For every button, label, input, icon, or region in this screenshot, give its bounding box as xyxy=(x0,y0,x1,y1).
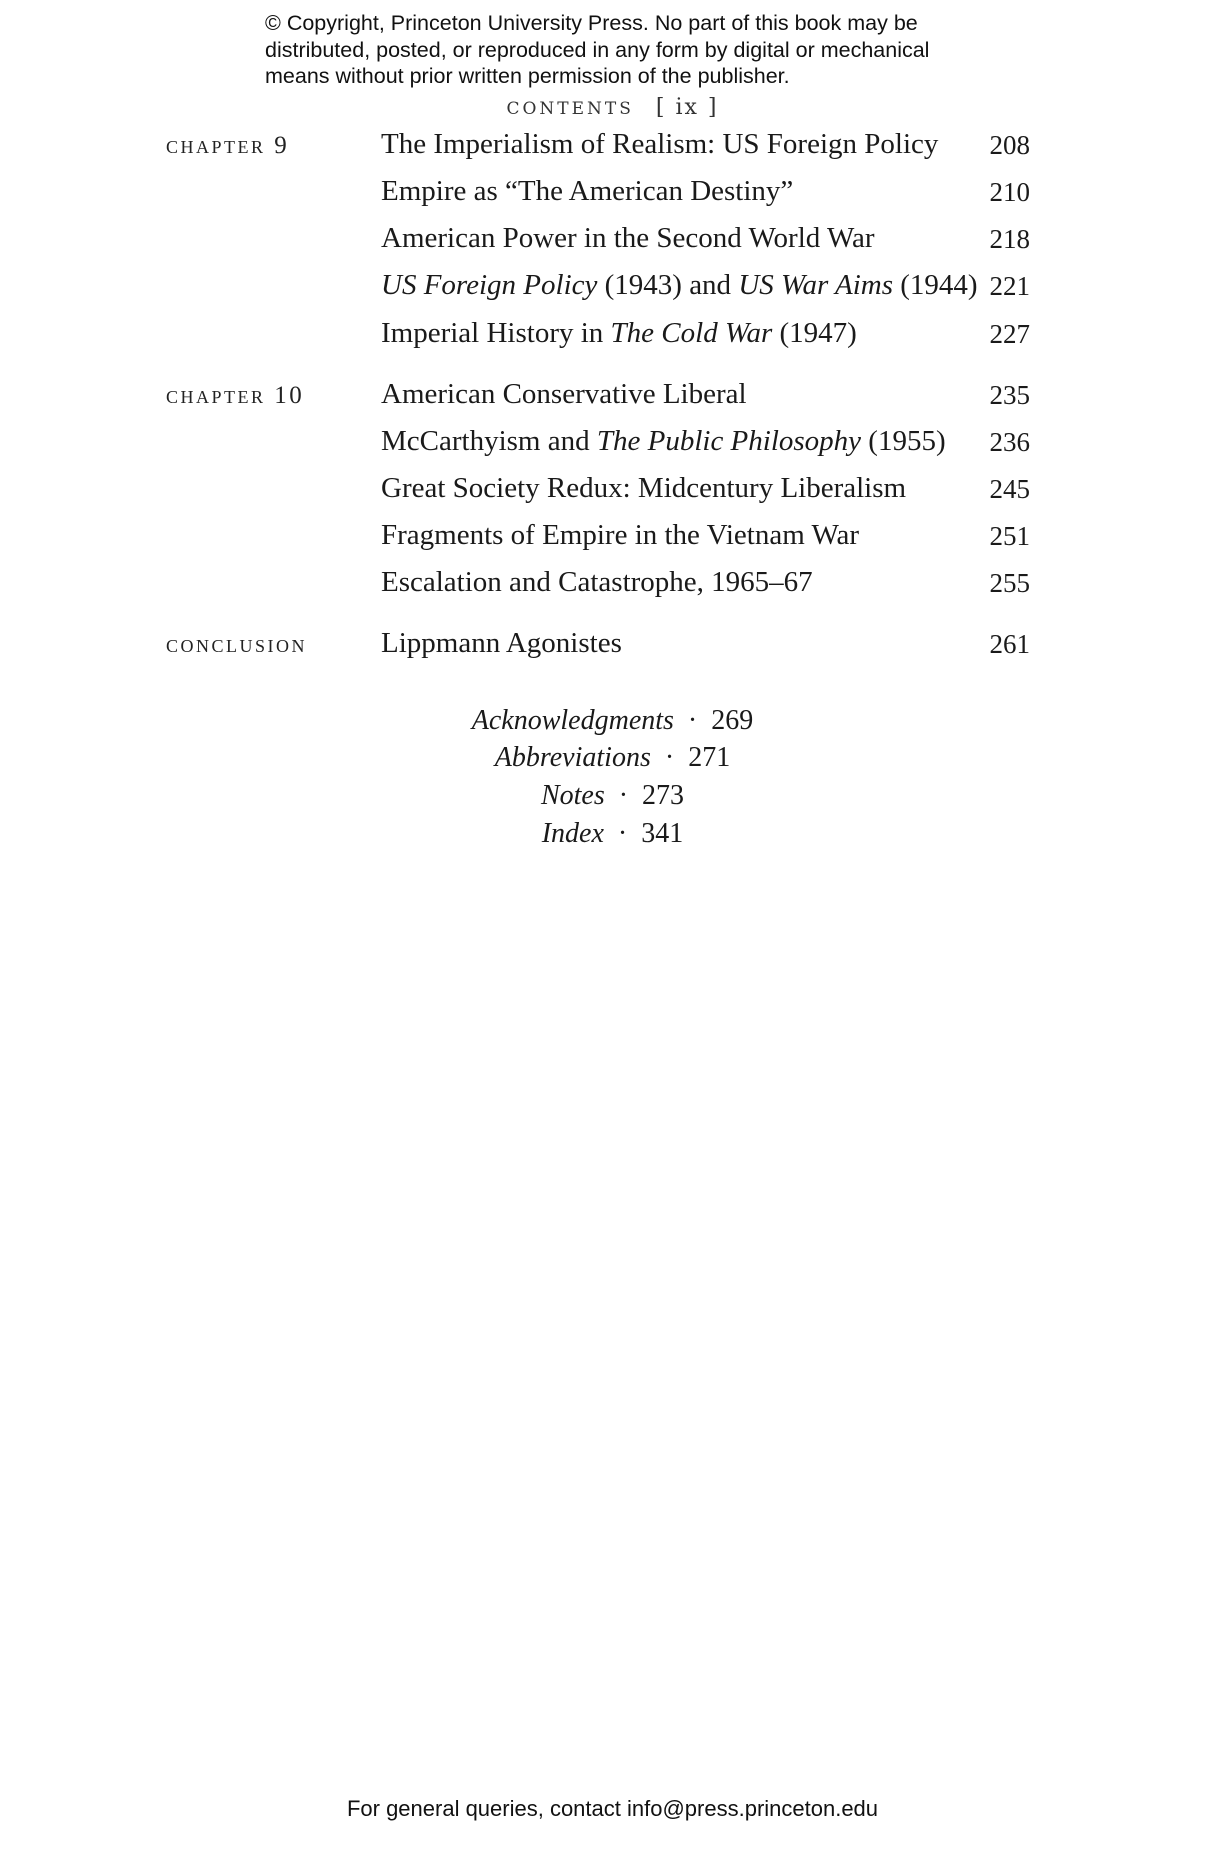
back-matter-page-number: 341 xyxy=(641,818,684,849)
toc-entry-title-segment: (1955) xyxy=(861,425,946,457)
back-matter-item[interactable] xyxy=(0,780,1225,812)
toc-entry-title[interactable] xyxy=(381,566,813,599)
toc-entry-title[interactable] xyxy=(381,317,857,350)
toc-entry-title-segment: McCarthyism and xyxy=(381,425,597,457)
toc-entry-title-segment: US Foreign Policy xyxy=(381,269,598,301)
copyright-line: distributed, posted, or reproduced in any form by digital or mechanical xyxy=(265,37,930,62)
back-matter-separator: · xyxy=(687,705,698,736)
toc-entry-page-number: 227 xyxy=(989,319,1030,349)
running-head-page-number: [ ix ] xyxy=(655,95,719,120)
toc-entry-title[interactable] xyxy=(381,627,622,660)
back-matter-item[interactable] xyxy=(0,742,1225,774)
back-matter-title: Notes xyxy=(540,780,605,811)
back-matter-page-number: 271 xyxy=(688,742,731,773)
toc-entry-title-segment: Great Society Redux: Midcentury Liberalism xyxy=(381,472,907,504)
toc-entry-title-segment: (1944) xyxy=(893,269,978,301)
running-head-label: contents xyxy=(506,92,634,120)
toc-entry-title[interactable] xyxy=(381,175,793,208)
toc-entry-title[interactable] xyxy=(381,222,875,255)
toc-entry-page-number: 218 xyxy=(989,224,1030,254)
copyright-notice xyxy=(265,10,1005,90)
toc-entry-page-number: 255 xyxy=(989,568,1030,598)
toc-entry-title-segment: US War Aims xyxy=(738,269,894,301)
back-matter-item[interactable] xyxy=(0,818,1225,850)
back-matter-page-number: 273 xyxy=(642,780,685,811)
toc-entry-title-segment: Lippmann Agonistes xyxy=(381,627,622,659)
chapter-label: conclusion xyxy=(166,631,308,658)
toc-entry-page-number: 221 xyxy=(989,271,1030,301)
copyright-line: means without prior written permission of the publisher. xyxy=(265,64,790,88)
toc-entry-title-segment: American Power in the Second World War xyxy=(381,222,875,254)
toc-entry-title-segment: American Conservative Liberal xyxy=(381,378,747,410)
toc-entry-title-segment: Empire as “The American Destiny” xyxy=(381,175,794,207)
back-matter-title: Index xyxy=(541,818,604,849)
copyright-line: © Copyright, Princeton University Press. No part of this book may be xyxy=(265,11,918,35)
footer-contact: For general queries, contact info@press.princeton.edu xyxy=(346,1796,879,1821)
toc-entry-title[interactable] xyxy=(381,519,859,552)
toc-entry-page-number: 210 xyxy=(989,177,1030,207)
toc-entry-page-number: 236 xyxy=(989,427,1030,457)
chapter-label: chapter 10 xyxy=(166,382,305,409)
back-matter-separator: · xyxy=(617,818,628,849)
toc-entry-title-segment: The Imperialism of Realism: US Foreign Policy xyxy=(381,128,939,160)
back-matter-separator: · xyxy=(664,742,675,773)
toc-entry-title-segment: The Public Philosophy xyxy=(596,425,862,457)
toc-entry-title-segment: (1947) xyxy=(772,317,857,349)
toc-entry-title[interactable] xyxy=(381,378,747,411)
toc-entry-title[interactable] xyxy=(381,425,946,458)
running-head xyxy=(0,92,1225,120)
toc-entry-title-segment: The Cold War xyxy=(610,317,773,349)
toc-entry-title-segment: Imperial History in xyxy=(381,317,611,349)
toc-entry-page-number: 251 xyxy=(989,521,1030,551)
toc-entry-title-segment: Escalation and Catastrophe, 1965–67 xyxy=(381,566,813,598)
toc-entry-page-number: 235 xyxy=(989,380,1030,410)
chapter-label: chapter 9 xyxy=(166,132,290,159)
toc-entry-title[interactable] xyxy=(381,472,906,505)
toc-entry-title[interactable] xyxy=(381,269,978,302)
toc-entry-title[interactable] xyxy=(381,128,938,161)
back-matter-title: Acknowledgments xyxy=(471,705,674,736)
back-matter-separator: · xyxy=(618,780,629,811)
back-matter-title: Abbreviations xyxy=(494,742,651,773)
toc-entry-title-segment: (1943) and xyxy=(597,269,739,301)
toc-entry-title-segment: Fragments of Empire in the Vietnam War xyxy=(381,519,860,551)
back-matter-page-number: 269 xyxy=(711,705,754,736)
back-matter-item[interactable] xyxy=(0,705,1225,737)
toc-entry-page-number: 245 xyxy=(989,474,1030,504)
toc-entry-page-number: 208 xyxy=(989,130,1030,160)
toc-entry-page-number: 261 xyxy=(989,629,1030,659)
